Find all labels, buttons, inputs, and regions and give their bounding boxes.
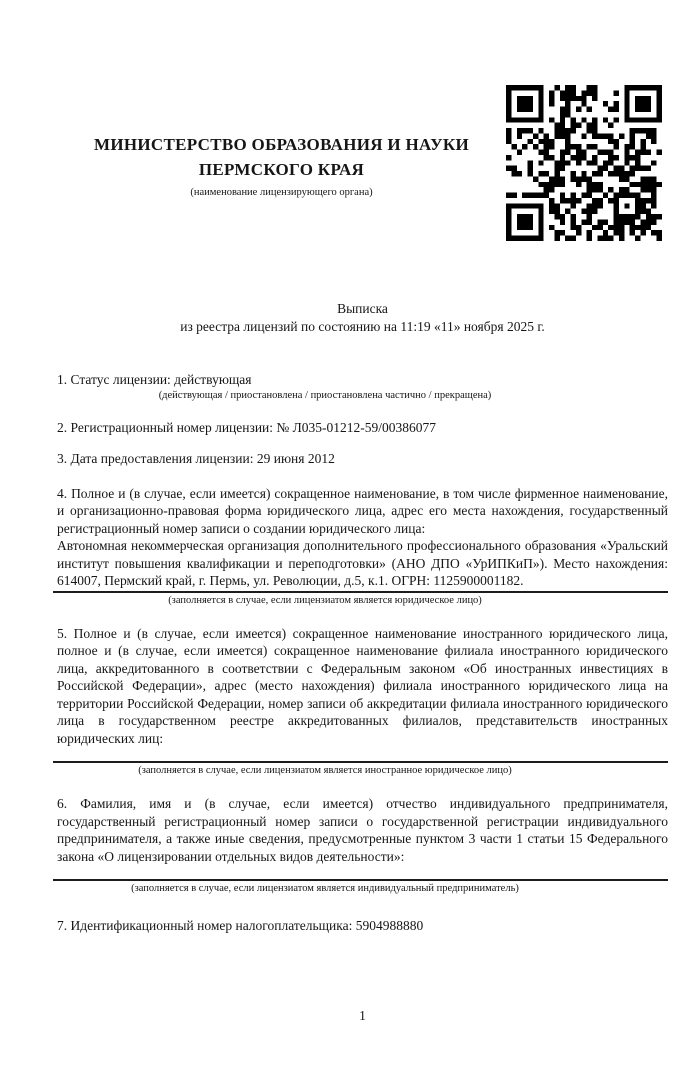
title-line2: из реестра лицензий по состоянию на 11:19 «11» ноября 2025 г. [180,318,545,334]
ministry-name-line1: МИНИСТЕРСТВО ОБРАЗОВАНИЯ И НАУКИ [93,135,470,154]
legal-entity-item [57,485,668,607]
document-header [57,85,668,241]
fill-in-rule [53,761,668,763]
registration-number-item [57,419,668,437]
legal-entity-value: Автономная некоммерческая организация дополнительного профессионального образования «Уральский институт повышения квалификации и переподготовки» (АНО ДПО «УрИПКиП»). Место нахождения: 614007, Пермский край, г. Пермь, ул. Революции, д.5, к.1. ОГРН: 1125900001182. [57,538,668,588]
entrepreneur-statement: 6. Фамилия, имя и (в случае, если имеется) отчество индивидуального предпринимателя, государственный регистрационный номер записи о государственной регистрации индивидуального предпринимателя, а также иные сведения, предусмотренные пунктом 3 части 1 статьи 15 Федерального закона «О лицензировании отдельных видов деятельности»: [57,796,668,864]
legal-entity-statement: 4. Полное и (в случае, если имеется) сокращенное наименование, в том числе фирменное наименование, и организационно-правовая форма юридического лица, адрес его места нахождения, государственный регистрационный номер записи о создании юридического лица: [57,485,668,536]
status-options-caption: (действующая / приостановлена / приостановлена частично / прекращена) [158,389,492,401]
page-number: 1 [359,1008,366,1023]
foreign-entity-statement: 5. Полное и (в случае, если имеется) сокращенное наименование иностранного юридического лица, полное и (в случае, если имеется) сокращенное наименование филиала иностранного юридического лица, аккредитованного в соответствии с Федеральным законом «Об иностранных инвестициях в Российской Федерации», адрес (место нахождения) филиала иностранного юридического лица на территории Российской Федерации, номер записи об аккредитации филиала иностранного юридического лица в государственном реестре аккредитованных филиалов, представительств иностранных юридических лиц: [57,625,668,746]
fill-in-rule [53,879,668,881]
registration-number-line: 2. Регистрационный номер лицензии: № Л035-01212-59/00386077 [57,419,437,435]
blank-fill-line [57,747,668,760]
license-status-line: 1. Статус лицензии: действующая [57,372,252,387]
taxpayer-number-item [57,917,668,935]
grant-date-line: 3. Дата предоставления лицензии: 29 июня 2012 [57,451,335,466]
foreign-entity-item [57,625,668,778]
entrepreneur-caption: (заполняется в случае, если лицензиатом является индивидуальный предприниматель) [131,883,519,894]
fill-in-rule [53,591,668,593]
qr-code-icon [506,85,662,241]
issuing-authority-block [57,85,506,199]
issuing-authority-caption: (наименование лицензирующего органа) [190,187,373,198]
entrepreneur-item [57,795,668,895]
foreign-entity-caption: (заполняется в случае, если лицензиатом является иностранное юридическое лицо) [138,765,512,776]
license-status-item [57,371,668,402]
document-page [0,85,700,1023]
ministry-name-line2: ПЕРМСКОГО КРАЯ [198,160,365,179]
grant-date-item [57,450,668,468]
legal-entity-caption: (заполняется в случае, если лицензиатом является юридическое лицо) [168,594,482,606]
blank-fill-line [57,865,668,878]
title-line1: Выписка [337,301,388,316]
document-title [57,300,668,335]
taxpayer-number-line: 7. Идентификационный номер налогоплательщика: 5904988880 [57,918,424,933]
